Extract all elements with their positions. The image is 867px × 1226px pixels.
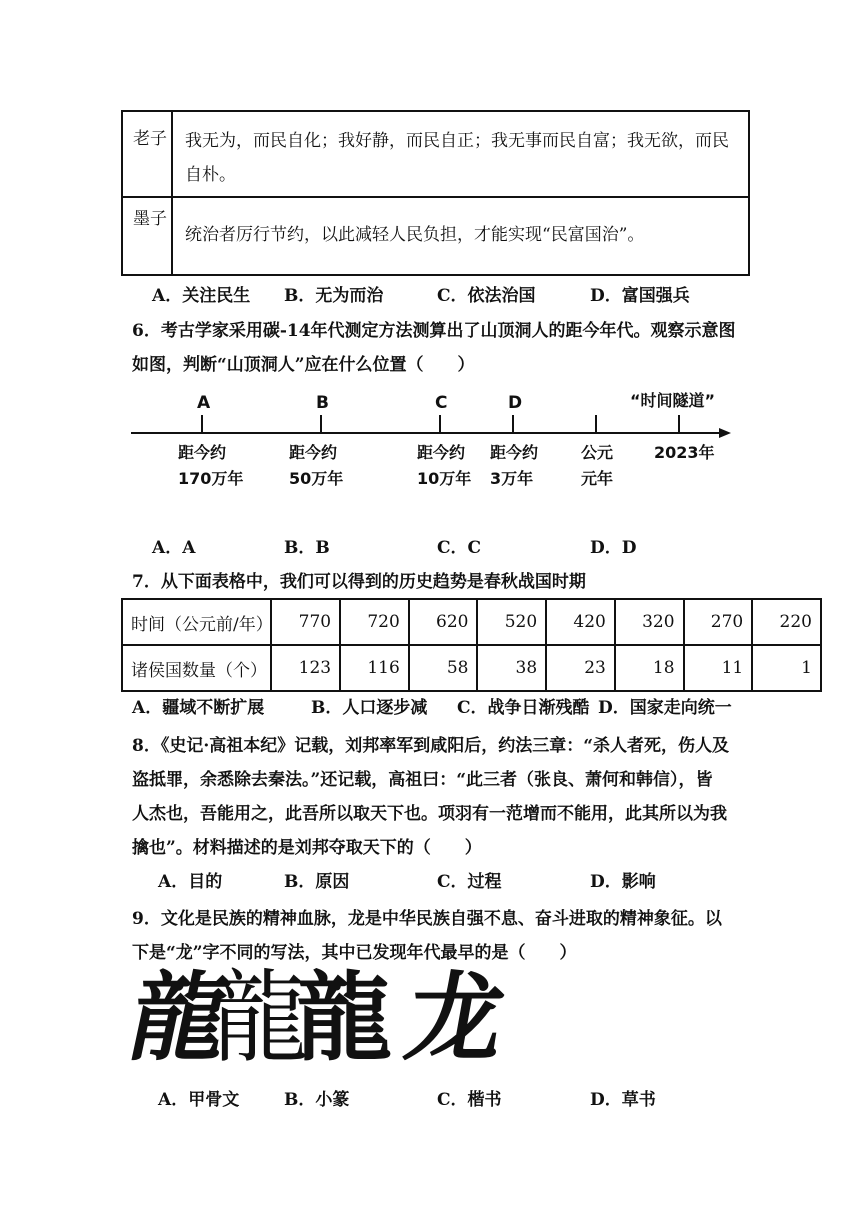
timeline-label: 2023年 bbox=[654, 443, 715, 462]
q6-stem-line2: 如图，判断“山顶洞人”应在什么位置（ ） bbox=[132, 355, 475, 375]
table-cell: 123 bbox=[271, 645, 340, 691]
table-cell: 620 bbox=[409, 599, 478, 645]
q6-option-a[interactable]: A．A bbox=[152, 538, 196, 558]
table-cell: 270 bbox=[684, 599, 753, 645]
q8-option-c[interactable]: C．过程 bbox=[437, 872, 502, 892]
q8-option-a[interactable]: A．目的 bbox=[158, 872, 223, 892]
q7-option-d[interactable]: D．国家走向统一 bbox=[598, 698, 732, 718]
philosophers-table bbox=[121, 110, 750, 276]
table-row bbox=[122, 599, 821, 645]
table-row bbox=[123, 112, 748, 198]
q5-option-c[interactable]: C．依法治国 bbox=[437, 286, 536, 306]
q5-option-a[interactable]: A．关注民生 bbox=[152, 286, 251, 306]
q8-stem-line1: 8．《史记·高祖本纪》记载，刘邦率军到咸阳后，约法三章：“杀人者死，伤人及 bbox=[132, 736, 730, 756]
q8-stem-line2: 盗抵罪，余悉除去秦法。”还记载，高祖曰：“此三者（张良、萧何和韩信），皆 bbox=[132, 770, 713, 790]
q7-option-a[interactable]: A．疆域不断扩展 bbox=[132, 698, 265, 718]
table-cell: 58 bbox=[409, 645, 478, 691]
table-cell: 23 bbox=[546, 645, 615, 691]
table-cell: 320 bbox=[615, 599, 684, 645]
states-table bbox=[121, 598, 822, 692]
q7-option-c[interactable]: C．战争日渐残酷 bbox=[457, 698, 590, 718]
table-row bbox=[122, 645, 821, 691]
q8-stem-line4: 擒也”。材料描述的是刘邦夺取天下的（ ） bbox=[132, 838, 482, 858]
timeline-letter-c: C bbox=[435, 393, 448, 413]
q6-option-b[interactable]: B．B bbox=[284, 538, 330, 558]
philosopher-quote: 我无为，而民自化；我好静，而民自正；我无事而民自富；我无欲，而民自朴。 bbox=[185, 131, 729, 185]
q8-option-b[interactable]: B．原因 bbox=[284, 872, 350, 892]
philosopher-name: 老子 bbox=[123, 112, 173, 196]
timeline-label: 公元 元年 bbox=[581, 443, 614, 488]
timeline-letter-b: B bbox=[316, 393, 329, 413]
table-cell: 720 bbox=[340, 599, 409, 645]
timeline-letter-d: D bbox=[508, 393, 523, 413]
q9-option-a[interactable]: A．甲骨文 bbox=[158, 1090, 240, 1110]
timeline-label: 距今约 3万年 bbox=[490, 443, 539, 488]
table-cell: 38 bbox=[477, 645, 546, 691]
timeline-letter-a: A bbox=[197, 393, 211, 413]
table-cell: 420 bbox=[546, 599, 615, 645]
q6-option-d[interactable]: D．D bbox=[590, 538, 637, 558]
timeline-label: 距今约 50万年 bbox=[289, 443, 344, 488]
q8-stem-line3: 人杰也，吾能用之，此吾所以取天下也。项羽有一范增而不能用，此其所以为我 bbox=[132, 804, 727, 824]
q9-stem-line2: 下是“龙”字不同的写法，其中已发现年代最早的是（ ） bbox=[132, 943, 577, 963]
q7-stem: 7．从下面表格中，我们可以得到的历史趋势是春秋战国时期 bbox=[132, 572, 586, 592]
q6-stem-line1: 6．考古学家采用碳-14年代测定方法测算出了山顶洞人的距今年代。观察示意图 bbox=[132, 321, 736, 341]
table-row-header: 时间（公元前/年） bbox=[122, 599, 271, 645]
table-cell: 116 bbox=[340, 645, 409, 691]
time-tunnel-label: “时间隧道” bbox=[630, 391, 716, 410]
q7-option-b[interactable]: B．人口逐步减 bbox=[311, 698, 428, 718]
q9-option-d[interactable]: D．草书 bbox=[590, 1090, 656, 1110]
q9-option-b[interactable]: B．小篆 bbox=[284, 1090, 350, 1110]
table-cell: 18 bbox=[615, 645, 684, 691]
q6-option-c[interactable]: C．C bbox=[437, 538, 482, 558]
cursive-script-dragon-glyph: 龙 bbox=[398, 961, 515, 1074]
table-cell: 1 bbox=[752, 645, 821, 691]
q9-stem-line1: 9．文化是民族的精神血脉，龙是中华民族自强不息、奋斗进取的精神象征。以 bbox=[132, 909, 722, 929]
table-row bbox=[123, 196, 748, 276]
oracle-bone-dragon-glyph: 龍 bbox=[120, 961, 241, 1074]
table-cell: 220 bbox=[752, 599, 821, 645]
q5-option-d[interactable]: D．富国强兵 bbox=[590, 286, 690, 306]
q9-option-c[interactable]: C．楷书 bbox=[437, 1090, 502, 1110]
table-cell: 520 bbox=[477, 599, 546, 645]
regular-script-dragon-glyph: 龍 bbox=[296, 961, 392, 1074]
timeline-label: 距今约 170万年 bbox=[178, 443, 244, 488]
philosopher-quote: 统治者厉行节约，以此减轻人民负担，才能实现“民富国治”。 bbox=[185, 225, 645, 245]
table-cell: 11 bbox=[684, 645, 753, 691]
timeline-label: 距今约 10万年 bbox=[417, 443, 472, 488]
table-cell: 770 bbox=[271, 599, 340, 645]
q5-option-b[interactable]: B．无为而治 bbox=[284, 286, 384, 306]
philosopher-name: 墨子 bbox=[123, 196, 173, 276]
q8-option-d[interactable]: D．影响 bbox=[590, 872, 656, 892]
table-row-header: 诸侯国数量（个） bbox=[122, 645, 271, 691]
seal-script-dragon-glyph: 龍 bbox=[212, 959, 304, 1077]
